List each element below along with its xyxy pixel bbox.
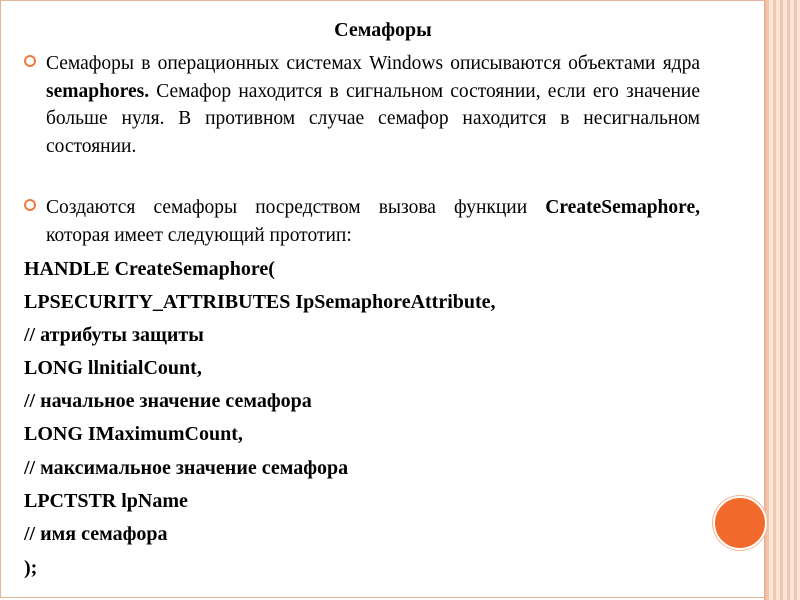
bullet-item — [22, 194, 700, 249]
code-line: LONG IMaximumCount, — [24, 423, 243, 445]
bullet-text-part: Семафор находится в сигнальном состоянии, если его значение больше нуля. В противном случае семафор находится в несигнальном состоянии. — [46, 80, 700, 157]
bullet-text-part: которая имеет следующий прототип: — [46, 224, 352, 246]
slide-title: Семафоры — [334, 19, 432, 41]
code-comment: // атрибуты защиты — [24, 324, 204, 346]
code-line: LONG llnitialCount, — [24, 357, 202, 379]
decorative-side-band — [764, 0, 800, 600]
bullet-text — [46, 50, 700, 160]
code-comment: // начальное значение семафора — [24, 390, 312, 412]
bullet-text-part: Семафоры в операционных системах Windows описываются объектами ядра — [46, 53, 700, 74]
bullet-text-part: Создаются семафоры посредством вызова функции — [46, 197, 546, 218]
code-line: HANDLE CreateSemaphore( — [24, 258, 275, 280]
bullet-bold-term: semaphores. — [46, 80, 150, 102]
code-comment: // максимальное значение семафора — [24, 457, 349, 479]
code-line: LPSECURITY_ATTRIBUTES IpSemaphoreAttribute, — [24, 291, 496, 313]
bullet-circle-icon — [24, 55, 36, 67]
bullet-circle-icon — [24, 199, 36, 211]
code-line: ); — [24, 557, 38, 579]
bullet-item — [22, 50, 700, 160]
bullet-text — [46, 194, 700, 249]
code-comment: // имя семафора — [24, 523, 168, 545]
code-line: LPCTSTR lpName — [24, 490, 188, 512]
bullet-bold-term: CreateSemaphore, — [545, 197, 700, 218]
orange-circle-decoration — [713, 496, 767, 550]
